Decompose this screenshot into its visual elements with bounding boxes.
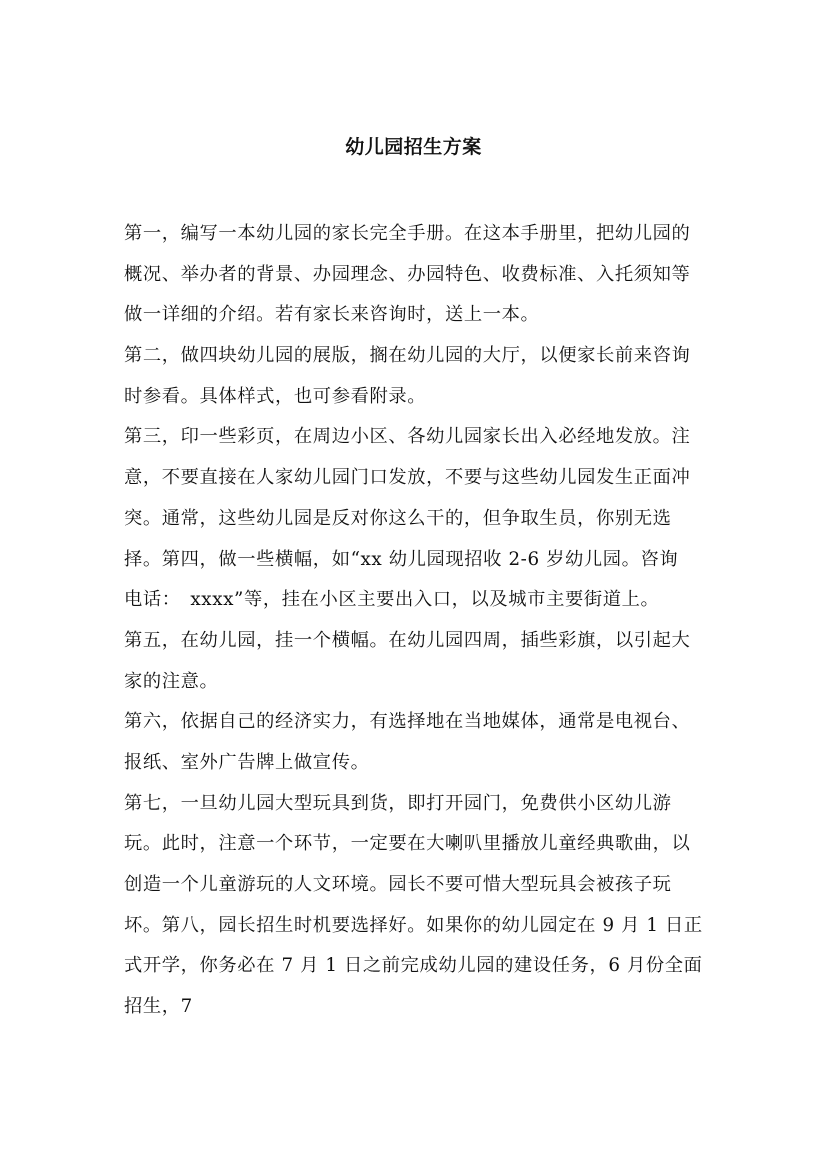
text-line: 做一详细的介绍。若有家长来咨询时，送上一本。	[124, 304, 540, 326]
document-body	[124, 214, 714, 1028]
text-line: 概况、举办者的背景、办园理念、办园特色、收费标准、入托须知等	[124, 263, 691, 285]
text-line: 创造一个儿童游玩的人文环境。园长不要可惜大型玩具会被孩子玩	[124, 874, 672, 895]
text-line: 时参看。具体样式，也可参看附录。	[124, 385, 427, 407]
text-line: 家的注意。	[124, 670, 219, 692]
document-title: 幼儿园招生方案	[345, 136, 482, 158]
text-line: 意，不要直接在人家幼儿园门口发放，不要与这些幼儿园发生正面冲	[124, 467, 691, 489]
text-line: 第七，一旦幼儿园大型玩具到货，即打开园门，免费供小区幼儿游	[124, 792, 672, 814]
text-line: 择。第四，做一些横幅，如“xx 幼儿园现招收 2-6 岁幼儿园。咨询	[124, 548, 679, 570]
text-line: 第三，印一些彩页，在周边小区、各幼儿园家长出入必经地发放。注	[124, 426, 691, 448]
text-line: 第二，做四块幼儿园的展版，搁在幼儿园的大厅，以便家长前来咨询	[124, 345, 691, 367]
text-line: 第六，依据自己的经济实力，有选择地在当地媒体，通常是电视台、	[124, 711, 691, 733]
text-line: 第五，在幼儿园，挂一个横幅。在幼儿园四周，插些彩旗，以引起大	[124, 629, 691, 651]
text-line: 第一，编写一本幼儿园的家长完全手册。在这本手册里，把幼儿园的	[124, 223, 691, 244]
text-line: 报纸、室外广告牌上做宣传。	[124, 751, 370, 773]
text-line: 电话： xxxx”等，挂在小区主要出入口，以及城市主要街道上。	[124, 589, 660, 611]
text-line: 突。通常，这些幼儿园是反对你这么干的，但争取生员，你别无选	[124, 507, 672, 529]
text-line: 坏。第八，园长招生时机要选择好。如果你的幼儿园定在 9 月 1 日正	[124, 914, 703, 936]
text-line: 玩。此时，注意一个环节，一定要在大喇叭里播放儿童经典歌曲，以	[124, 833, 691, 855]
text-line: 式开学，你务必在 7 月 1 日之前完成幼儿园的建设任务，6 月份全面	[124, 955, 703, 977]
text-line: 招生，7	[124, 996, 193, 1018]
